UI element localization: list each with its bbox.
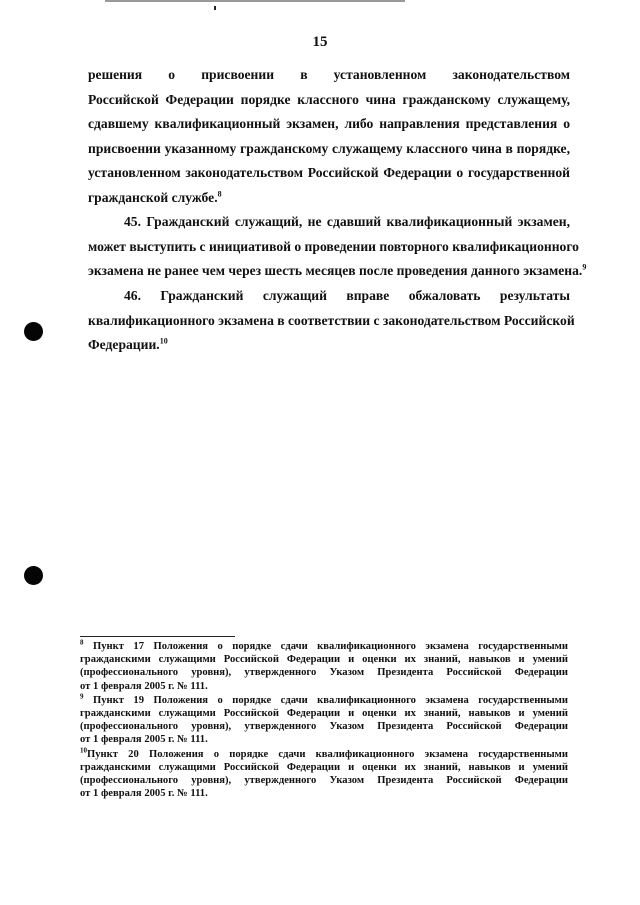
footnote-text: Пункт 17 Положения о порядке сдачи квалификационного экзамена государственными (92, 641, 569, 652)
text-line-last (88, 333, 570, 358)
footnote-line (80, 748, 568, 761)
footnotes (80, 640, 568, 800)
text-line: сдавшему квалификационный экзамен, либо направления представления о (88, 116, 570, 131)
text-line: гражданской службе. (88, 189, 218, 205)
text-line-last (88, 259, 587, 284)
footnote-text: Пункт 20 Положения о порядке сдачи квалификационного экзамена государственными (87, 748, 568, 760)
text-line-last (88, 186, 570, 211)
footnote-ref[interactable]: 10 (159, 336, 168, 346)
page-number: 15 (312, 34, 328, 50)
text-line: присвоении указанному гражданскому служащему классного чина в порядке, (88, 140, 570, 156)
footnote-separator (80, 636, 235, 637)
text-line: решения о присвоении в установленном законодательством (88, 67, 570, 82)
footnote-line (80, 640, 568, 653)
footnote-number: 10 (80, 746, 87, 755)
footnote-number: 8 (80, 638, 84, 647)
text-line: Федерации. (88, 337, 160, 352)
footnote-line: гражданскими служащими Российской Федерации и оценки их знаний, навыков и умений (80, 761, 568, 773)
footnote-line: (профессионального уровня), утвержденного Указом Президента Российской Федерации (80, 775, 568, 787)
footnote-10 (80, 748, 568, 801)
footnote-line: (профессионального уровня), утвержденного Указом Президента Российской Федерации (80, 721, 568, 733)
text-line: 46. Гражданский служащий вправе обжаловать результаты (124, 288, 570, 303)
scan-mark (214, 6, 216, 10)
scan-edge-line (105, 0, 405, 2)
footnote-line: (профессионального уровня), утвержденного Указом Президента Российской Федерации (80, 667, 568, 679)
footnote-line: от 1 февраля 2005 г. № 111. (80, 788, 208, 800)
text-line: 45. Гражданский служащий, не сдавший квалификационный экзамен, (124, 214, 570, 229)
binder-hole (24, 322, 43, 341)
paragraph-46 (88, 284, 575, 358)
footnote-line (80, 694, 568, 707)
footnote-line: от 1 февраля 2005 г. № 111. (80, 680, 208, 692)
text-line: может выступить с инициативой о проведении повторного квалификационного (88, 238, 579, 254)
text-line: установленном законодательством Российской Федерации о государственной (88, 165, 570, 180)
text-line: квалификационного экзамена в соответствии с законодательством Российской (88, 312, 575, 328)
footnote-8 (80, 640, 568, 693)
footnote-ref[interactable]: 8 (217, 188, 222, 198)
paragraph-45 (88, 210, 587, 284)
text-line: экзамена не ранее чем через шесть месяцев после проведения данного экзамена. (88, 263, 583, 278)
footnote-ref[interactable]: 9 (582, 262, 587, 272)
footnote-9 (80, 694, 568, 747)
footnote-text: Пункт 19 Положения о порядке сдачи квалификационного экзамена государственными (92, 694, 569, 706)
footnote-line: от 1 февраля 2005 г. № 111. (80, 734, 208, 746)
paragraph-continuation (88, 63, 570, 210)
footnote-line: гражданскими служащими Российской Федерации и оценки их знаний, навыков и умений (80, 654, 568, 666)
text-line: Российской Федерации порядке классного чина гражданскому служащему, (88, 91, 570, 107)
binder-hole (24, 566, 43, 585)
footnote-line: гражданскими служащими Российской Федерации и оценки их знаний, навыков и умений (80, 708, 568, 720)
footnote-number: 9 (80, 692, 84, 701)
